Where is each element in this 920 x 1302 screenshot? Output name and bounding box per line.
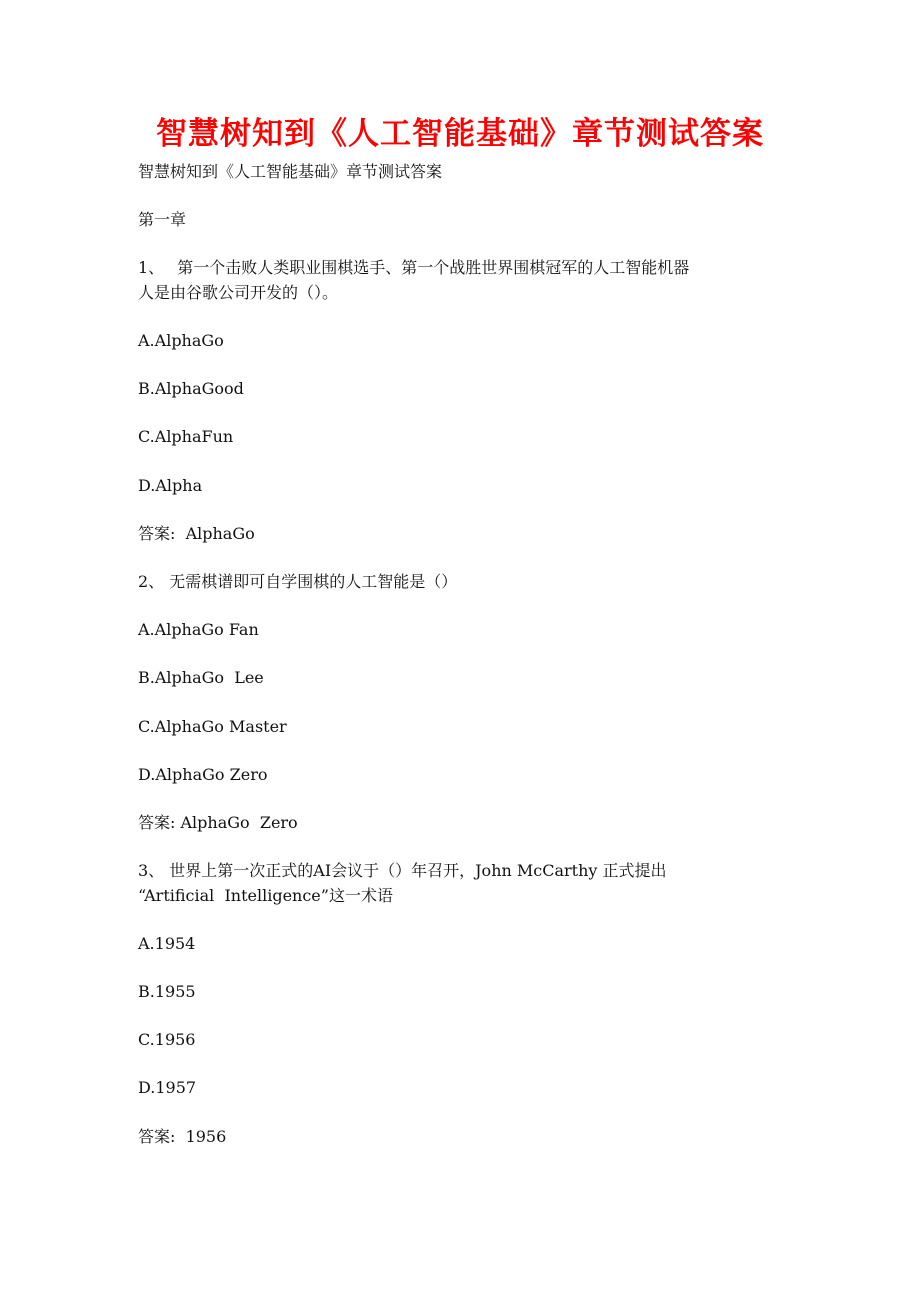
question-2-option-a: A.AlphaGo Fan <box>138 620 259 639</box>
question-3-option-c: C.1956 <box>138 1030 196 1049</box>
question-2-answer: 答案: AlphaGo Zero <box>138 813 298 832</box>
question-1-option-c: C.AlphaFun <box>138 427 234 446</box>
question-3-answer: 答案: 1956 <box>138 1127 227 1146</box>
chapter-heading: 第一章 <box>138 210 187 229</box>
question-2-option-b: B.AlphaGo Lee <box>138 668 264 687</box>
question-1-option-a: A.AlphaGo <box>138 331 224 350</box>
question-1-text-line-2: 人是由谷歌公司开发的（）。 <box>138 283 339 302</box>
question-3-text-line-2: “Artificial Intelligence”这一术语 <box>138 886 393 905</box>
document-subtitle: 智慧树知到《人工智能基础》章节测试答案 <box>138 162 443 181</box>
question-1-option-d: D.Alpha <box>138 476 203 495</box>
question-2-option-c: C.AlphaGo Master <box>138 717 287 736</box>
question-1-text-line-1: 1、 第一个击败人类职业围棋选手、第一个战胜世界围棋冠军的人工智能机器 <box>138 258 690 277</box>
question-2-text-line-1: 2、 无需棋谱即可自学围棋的人工智能是（） <box>138 572 458 591</box>
question-2-option-d: D.AlphaGo Zero <box>138 765 268 784</box>
page-title: 智慧树知到《人工智能基础》章节测试答案 <box>156 116 764 152</box>
question-3-option-d: D.1957 <box>138 1078 197 1097</box>
question-1-answer: 答案: AlphaGo <box>138 524 255 543</box>
question-3-text-line-1: 3、 世界上第一次正式的AI会议于（）年召开，John McCarthy 正式提出 <box>138 861 667 880</box>
question-1-option-b: B.AlphaGood <box>138 379 244 398</box>
question-3-option-a: A.1954 <box>138 934 196 953</box>
question-3-option-b: B.1955 <box>138 982 196 1001</box>
